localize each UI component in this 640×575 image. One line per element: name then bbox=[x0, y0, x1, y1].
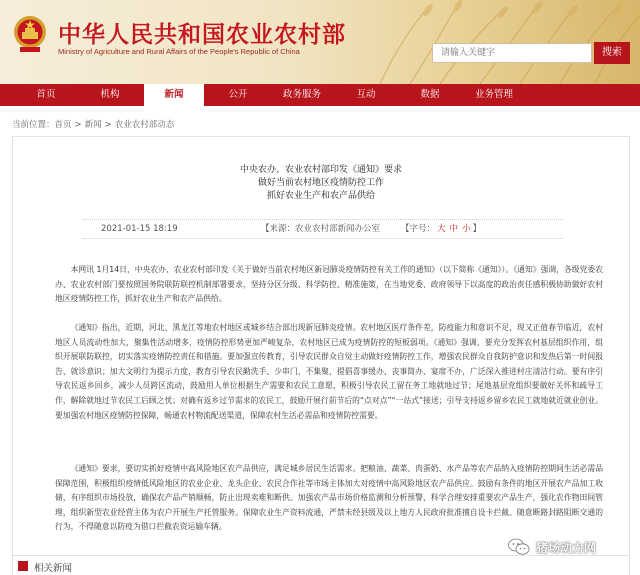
main-nav bbox=[0, 84, 640, 106]
related-news-section bbox=[12, 555, 630, 575]
font-size-close: 】 bbox=[472, 224, 482, 234]
watermark-text: 猪场动力网 bbox=[536, 540, 597, 555]
article-title-line-1: 中央农办、农业农村部印发《通知》要求 bbox=[239, 165, 402, 175]
breadcrumb bbox=[12, 118, 174, 130]
breadcrumb-link-news[interactable]: 新闻 bbox=[84, 120, 102, 130]
breadcrumb-separator: > bbox=[74, 120, 82, 130]
nav-item-business-management[interactable]: 业务管理 bbox=[474, 89, 513, 100]
font-size-label: 【字号： bbox=[401, 224, 436, 234]
nav-item-government-services[interactable]: 政务服务 bbox=[282, 89, 321, 100]
article-title-line-2: 做好当前农村地区疫情防控工作 bbox=[257, 178, 384, 188]
article-meta-bar bbox=[83, 219, 563, 239]
related-news-heading[interactable]: 相关新闻 bbox=[34, 563, 73, 574]
site-header bbox=[0, 0, 640, 84]
nav-item-news[interactable]: 新闻 bbox=[144, 84, 204, 106]
article-paragraph-text: 《通知》指出，近期，河北、黑龙江等地农村地区或城乡结合部出现新冠肺炎疫情。农村地区医疗条件差，防疫能力和意识不足，现又正值春节临近，农村地区人员流动性加大，聚集性活动增多，疫情防控形势更加严峻复杂，农村地区已成为疫情防控的短板弱项。《通知》强调，要充分发挥农村基层组织作用，组织开展联防联控，切实落实疫情防控责任和措施。要加强宣传教育，引导农民群众自觉主动做好疫情防控工作，增强农民群众自我防护意识和发热后第一时间报告、就诊意识；加大文明行为提示力度，教育引导农民勤洗手、少串门、不集聚，提倡喜事缓办、丧事简办、宴席不办，广泛深入推进村庄清洁行动。要有序引导农民返乡回乡，减少人员跨区流动，鼓励用人单位根据生产需要和农民工意愿，积极引导农民工留在务工地就地过节；尾地基层党组织要做好关怀和疏导工作，解除就地过节农民工后顾之忧；对确有返乡过节需求的农民工，鼓励开展行前节后的“点对点”“一站式”接送；引导支持返乡留乡农民工就地就近就业创业。要加强农村地区疫情防控保障，畅通农村物流配送渠道，保障农村生活必需品和疫情防控需要。 bbox=[55, 323, 603, 420]
site-subtitle: Ministry of Agriculture and Rural Affairs of the People's Republic of China bbox=[58, 47, 300, 56]
article-title-line-3: 抓好农业生产和农产品供给 bbox=[266, 191, 375, 201]
breadcrumb-prefix: 当前位置： bbox=[12, 120, 55, 130]
article-date: 2021-01-15 18:19 bbox=[101, 224, 178, 234]
font-size-large-button[interactable]: 大 bbox=[437, 224, 446, 234]
font-size-medium-button[interactable]: 中 bbox=[449, 224, 459, 234]
wechat-icon bbox=[508, 538, 530, 556]
search-button[interactable]: 搜索 bbox=[594, 42, 630, 64]
font-size-control bbox=[401, 220, 481, 238]
nav-item-public[interactable]: 公开 bbox=[228, 89, 248, 100]
square-bullet-icon bbox=[18, 561, 28, 571]
national-emblem-icon bbox=[12, 14, 48, 54]
nav-item-interaction[interactable]: 互动 bbox=[356, 89, 376, 100]
article-panel bbox=[12, 136, 630, 575]
article-paragraph-text: 本网讯 1月14日，中央农办、农业农村部印发《关于做好当前农村地区新冠肺炎疫情防控有关工作的通知》（以下简称《通知》）。《通知》强调，各级党委农办、农业农村部门要按照国务院联防联控机制部署要求，坚持分区分级、科学防控、精准施策，在当地党委、政府领导下以高度的政治责任感积极协助做好农村地区疫情防控工作，抓好农业生产和农产品供给。 bbox=[55, 265, 603, 304]
search-input[interactable] bbox=[432, 43, 592, 63]
site-title: 中华人民共和国农业农村部 bbox=[58, 21, 346, 48]
article-source: 【来源：农业农村部新闻办公室 bbox=[261, 224, 381, 234]
breadcrumb-link-home[interactable]: 首页 bbox=[54, 120, 72, 130]
article-paragraph-3 bbox=[55, 462, 603, 535]
nav-item-organization[interactable]: 机构 bbox=[100, 89, 120, 100]
article-paragraph-text: 《通知》要求，要切实抓好疫情中高风险地区农产品供应，满足城乡居民生活需求。把粮油、蔬菜、肉蛋奶、水产品等农产品纳入疫情防控期间生活必需品保障范围，积极组织疫情低风险地区的农业企业、龙头企业、农民合作社等市场主体加大对疫情中高风险地区农产品供应。鼓励有条件的地区开展农产品加工收储，有序组织市场投放，确保农产品产销顺畅，防止出现卖难和断供。加强农产品市场价格监测和分析预警，科学合理安排重要农产品生产，强化农作物田间管理，组织新型农业经营主体为农户开展生产托管服务。保障农业生产资料流通，严禁未经县级及以上地方人民政府批准擅自设卡拦截、随意断路封路阻断交通的行为，不得随意以防疫为借口拦截农资运输车辆。 bbox=[55, 464, 603, 532]
watermark bbox=[508, 536, 596, 558]
breadcrumb-separator: > bbox=[104, 120, 112, 130]
nav-item-home[interactable]: 首页 bbox=[36, 89, 56, 100]
breadcrumb-link-ministry-news[interactable]: 农业农村部动态 bbox=[114, 120, 175, 130]
font-size-small-button[interactable]: 小 bbox=[462, 224, 471, 234]
article-paragraph-1 bbox=[55, 263, 603, 307]
article-paragraph-2 bbox=[55, 321, 603, 423]
nav-item-data[interactable]: 数据 bbox=[420, 89, 440, 100]
